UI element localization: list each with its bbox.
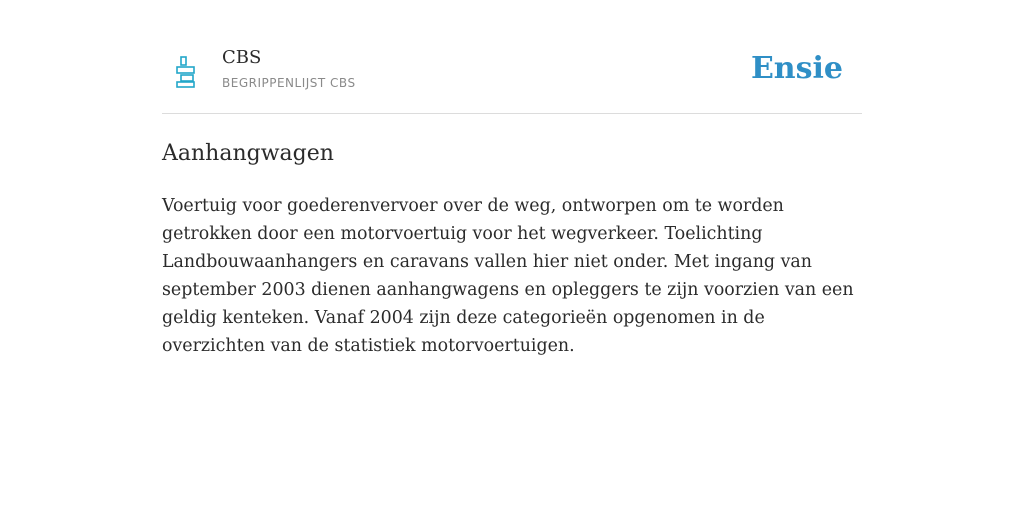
org-name[interactable]: CBS [222,47,262,68]
term-title: Aanhangwagen [162,141,334,166]
card-header [162,0,862,114]
org-subtitle[interactable]: BEGRIPPENLIJST CBS [222,76,356,90]
cbs-logo-icon[interactable] [174,56,198,88]
definition-card [162,0,862,360]
ensie-brand-logo[interactable]: Ensie [750,51,843,86]
term-definition: Voertuig voor goederenvervoer over de weg, ontworpen om te worden getrokken door een motorvoertuig voor het wegverkeer. Toelichting Landbouwaanhangers en caravans vallen hier niet onder. Met ingang van september 2003 dienen aanhangwagens en opleggers te zijn voorzien van een geldig kenteken. Vanaf 2004 zijn deze categorieën opgenomen in de overzichten van de statistiek motorvoertuigen. [162,196,854,356]
